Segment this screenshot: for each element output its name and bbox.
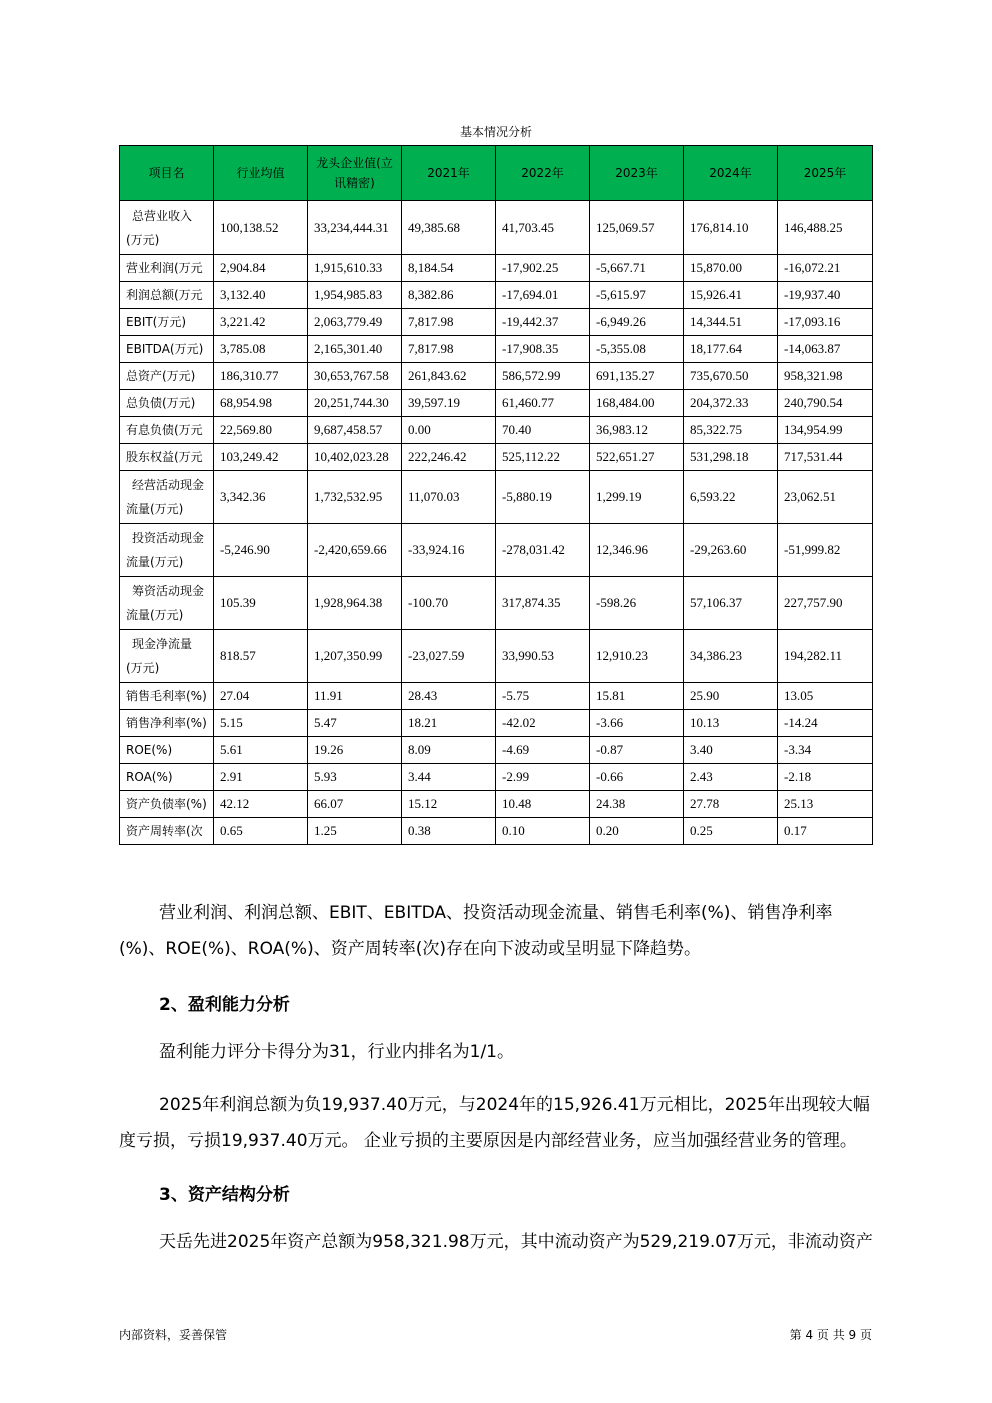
row-label: 资产负债率(%) (120, 791, 214, 818)
value-cell: -5.75 (496, 683, 590, 710)
value-cell: 0.38 (402, 818, 496, 845)
row-label: ROE(%) (120, 737, 214, 764)
value-cell: 36,983.12 (590, 417, 684, 444)
value-cell: 2.91 (214, 764, 308, 791)
value-cell: 531,298.18 (684, 444, 778, 471)
section-heading-profitability: 2、盈利能力分析 (159, 995, 290, 1015)
value-cell: 18.21 (402, 710, 496, 737)
value-cell: -29,263.60 (684, 524, 778, 577)
value-cell: 5.15 (214, 710, 308, 737)
value-cell: 33,234,444.31 (308, 201, 402, 255)
row-label: EBIT(万元) (120, 309, 214, 336)
row-label: 总负债(万元) (120, 390, 214, 417)
header-cell: 龙头企业值(立讯精密) (308, 146, 402, 201)
value-cell: 227,757.90 (778, 577, 873, 630)
value-cell: 3,221.42 (214, 309, 308, 336)
value-cell: 27.04 (214, 683, 308, 710)
table-row (120, 444, 873, 471)
row-label: 利润总额(万元 (120, 282, 214, 309)
value-cell: -42.02 (496, 710, 590, 737)
value-cell: 186,310.77 (214, 363, 308, 390)
value-cell: -6,949.26 (590, 309, 684, 336)
value-cell: 1,732,532.95 (308, 471, 402, 524)
value-cell: 1,207,350.99 (308, 630, 402, 683)
table-header-row (120, 146, 873, 201)
header-cell: 行业均值 (214, 146, 308, 201)
value-cell: 61,460.77 (496, 390, 590, 417)
value-cell: 9,687,458.57 (308, 417, 402, 444)
row-label: 销售净利率(%) (120, 710, 214, 737)
value-cell: -5,880.19 (496, 471, 590, 524)
value-cell: -0.87 (590, 737, 684, 764)
table-row (120, 390, 873, 417)
value-cell: 7,817.98 (402, 309, 496, 336)
header-cell: 2021年 (402, 146, 496, 201)
table-row (120, 524, 873, 577)
table-row (120, 417, 873, 444)
value-cell: 42.12 (214, 791, 308, 818)
value-cell: 735,670.50 (684, 363, 778, 390)
value-cell: 70.40 (496, 417, 590, 444)
value-cell: 3,132.40 (214, 282, 308, 309)
value-cell: 39,597.19 (402, 390, 496, 417)
value-cell: 66.07 (308, 791, 402, 818)
value-cell: -17,908.35 (496, 336, 590, 363)
value-cell: 41,703.45 (496, 201, 590, 255)
header-cell: 2024年 (684, 146, 778, 201)
value-cell: 134,954.99 (778, 417, 873, 444)
value-cell: 68,954.98 (214, 390, 308, 417)
value-cell: -14,063.87 (778, 336, 873, 363)
value-cell: 2.43 (684, 764, 778, 791)
row-label: 销售毛利率(%) (120, 683, 214, 710)
value-cell: 1.25 (308, 818, 402, 845)
value-cell: 2,904.84 (214, 255, 308, 282)
row-label: 资产周转率(次 (120, 818, 214, 845)
value-cell: -17,694.01 (496, 282, 590, 309)
value-cell: 0.25 (684, 818, 778, 845)
value-cell: 25.90 (684, 683, 778, 710)
value-cell: 818.57 (214, 630, 308, 683)
value-cell: 10.48 (496, 791, 590, 818)
value-cell: 8,184.54 (402, 255, 496, 282)
value-cell: 15.12 (402, 791, 496, 818)
asset-structure-paragraph: 天岳先进2025年资产总额为958,321.98万元，其中流动资产为529,219.07万元，非流动资产 (159, 1232, 873, 1252)
table-row (120, 737, 873, 764)
header-cell: 项目名 (120, 146, 214, 201)
value-cell: 525,112.22 (496, 444, 590, 471)
value-cell: -598.26 (590, 577, 684, 630)
value-cell: 14,344.51 (684, 309, 778, 336)
row-label: EBITDA(万元) (120, 336, 214, 363)
value-cell: 717,531.44 (778, 444, 873, 471)
value-cell: -3.34 (778, 737, 873, 764)
value-cell: -33,924.16 (402, 524, 496, 577)
value-cell: -100.70 (402, 577, 496, 630)
value-cell: 261,843.62 (402, 363, 496, 390)
value-cell: 222,246.42 (402, 444, 496, 471)
value-cell: 1,915,610.33 (308, 255, 402, 282)
value-cell: 5.61 (214, 737, 308, 764)
value-cell: 8.09 (402, 737, 496, 764)
value-cell: -278,031.42 (496, 524, 590, 577)
table-row (120, 577, 873, 630)
value-cell: 11,070.03 (402, 471, 496, 524)
value-cell: 8,382.86 (402, 282, 496, 309)
row-label: 投资活动现金流量(万元) (120, 524, 214, 577)
value-cell: 10,402,023.28 (308, 444, 402, 471)
value-cell: 13.05 (778, 683, 873, 710)
table-row (120, 630, 873, 683)
value-cell: 6,593.22 (684, 471, 778, 524)
header-cell: 2023年 (590, 146, 684, 201)
section-heading-asset-structure: 3、资产结构分析 (159, 1185, 290, 1205)
row-label: 总营业收入(万元) (120, 201, 214, 255)
value-cell: 15.81 (590, 683, 684, 710)
value-cell: 57,106.37 (684, 577, 778, 630)
value-cell: -16,072.21 (778, 255, 873, 282)
table-row (120, 710, 873, 737)
value-cell: 100,138.52 (214, 201, 308, 255)
value-cell: 2,165,301.40 (308, 336, 402, 363)
table-body (120, 201, 873, 845)
value-cell: 27.78 (684, 791, 778, 818)
value-cell: 194,282.11 (778, 630, 873, 683)
table-row (120, 282, 873, 309)
value-cell: -3.66 (590, 710, 684, 737)
value-cell: 12,346.96 (590, 524, 684, 577)
value-cell: -23,027.59 (402, 630, 496, 683)
value-cell: 204,372.33 (684, 390, 778, 417)
row-label: 有息负债(万元 (120, 417, 214, 444)
value-cell: -17,093.16 (778, 309, 873, 336)
value-cell: 12,910.23 (590, 630, 684, 683)
value-cell: 125,069.57 (590, 201, 684, 255)
table-row (120, 201, 873, 255)
value-cell: 5.47 (308, 710, 402, 737)
value-cell: -17,902.25 (496, 255, 590, 282)
header-cell: 2025年 (778, 146, 873, 201)
value-cell: 22,569.80 (214, 417, 308, 444)
value-cell: 522,651.27 (590, 444, 684, 471)
value-cell: -19,937.40 (778, 282, 873, 309)
value-cell: 1,928,964.38 (308, 577, 402, 630)
row-label: 股东权益(万元 (120, 444, 214, 471)
value-cell: 240,790.54 (778, 390, 873, 417)
table-row (120, 336, 873, 363)
value-cell: 49,385.68 (402, 201, 496, 255)
value-cell: 2,063,779.49 (308, 309, 402, 336)
value-cell: 19.26 (308, 737, 402, 764)
row-label: ROA(%) (120, 764, 214, 791)
row-label: 营业利润(万元 (120, 255, 214, 282)
row-label: 现金净流量(万元) (120, 630, 214, 683)
value-cell: -5,355.08 (590, 336, 684, 363)
value-cell: 317,874.35 (496, 577, 590, 630)
financial-table (119, 145, 873, 845)
value-cell: 25.13 (778, 791, 873, 818)
value-cell: 1,299.19 (590, 471, 684, 524)
table-row (120, 764, 873, 791)
profitability-score-paragraph: 盈利能力评分卡得分为31，行业内排名为1/1。 (159, 1042, 514, 1062)
value-cell: 1,954,985.83 (308, 282, 402, 309)
footer-page-number: 第 4 页 共 9 页 (789, 1328, 872, 1342)
value-cell: 30,653,767.58 (308, 363, 402, 390)
value-cell: 3.44 (402, 764, 496, 791)
header-cell: 2022年 (496, 146, 590, 201)
value-cell: -5,667.71 (590, 255, 684, 282)
table-row (120, 309, 873, 336)
value-cell: 168,484.00 (590, 390, 684, 417)
row-label: 经营活动现金流量(万元) (120, 471, 214, 524)
value-cell: 85,322.75 (684, 417, 778, 444)
value-cell: 18,177.64 (684, 336, 778, 363)
value-cell: 105.39 (214, 577, 308, 630)
value-cell: -5,615.97 (590, 282, 684, 309)
value-cell: 3,342.36 (214, 471, 308, 524)
row-label: 总资产(万元) (120, 363, 214, 390)
value-cell: -14.24 (778, 710, 873, 737)
table-caption: 基本情况分析 (459, 125, 532, 139)
value-cell: 5.93 (308, 764, 402, 791)
value-cell: 33,990.53 (496, 630, 590, 683)
table-row (120, 471, 873, 524)
value-cell: 0.65 (214, 818, 308, 845)
value-cell: 0.20 (590, 818, 684, 845)
trend-summary-paragraph: 营业利润、利润总额、EBIT、EBITDA、投资活动现金流量、销售毛利率(%)、销售净利率(%)、ROE(%)、ROA(%)、资产周转率(次)存在向下波动或呈明显下降趋势。 (119, 903, 833, 959)
value-cell: -19,442.37 (496, 309, 590, 336)
value-cell: 146,488.25 (778, 201, 873, 255)
value-cell: 3.40 (684, 737, 778, 764)
value-cell: 15,926.41 (684, 282, 778, 309)
value-cell: 15,870.00 (684, 255, 778, 282)
value-cell: 28.43 (402, 683, 496, 710)
value-cell: 176,814.10 (684, 201, 778, 255)
value-cell: 0.00 (402, 417, 496, 444)
value-cell: -2.18 (778, 764, 873, 791)
value-cell: 0.17 (778, 818, 873, 845)
value-cell: -51,999.82 (778, 524, 873, 577)
value-cell: 0.10 (496, 818, 590, 845)
footer-confidential-note: 内部资料，妥善保管 (119, 1328, 228, 1342)
value-cell: 34,386.23 (684, 630, 778, 683)
row-label: 筹资活动现金流量(万元) (120, 577, 214, 630)
table-row (120, 255, 873, 282)
profit-loss-paragraph: 2025年利润总额为负19,937.40万元，与2024年的15,926.41万元相比，2025年出现较大幅度亏损，亏损19,937.40万元。 企业亏损的主要原因是内部经营业务，应当加强经营业务的管理。 (119, 1095, 870, 1151)
value-cell: 103,249.42 (214, 444, 308, 471)
value-cell: 10.13 (684, 710, 778, 737)
value-cell: 3,785.08 (214, 336, 308, 363)
value-cell: -5,246.90 (214, 524, 308, 577)
value-cell: 20,251,744.30 (308, 390, 402, 417)
value-cell: 691,135.27 (590, 363, 684, 390)
value-cell: -2,420,659.66 (308, 524, 402, 577)
value-cell: -4.69 (496, 737, 590, 764)
value-cell: -0.66 (590, 764, 684, 791)
value-cell: 11.91 (308, 683, 402, 710)
table-row (120, 791, 873, 818)
value-cell: 24.38 (590, 791, 684, 818)
value-cell: 23,062.51 (778, 471, 873, 524)
table-row (120, 683, 873, 710)
value-cell: -2.99 (496, 764, 590, 791)
table-row (120, 818, 873, 845)
value-cell: 7,817.98 (402, 336, 496, 363)
value-cell: 958,321.98 (778, 363, 873, 390)
table-row (120, 363, 873, 390)
value-cell: 586,572.99 (496, 363, 590, 390)
